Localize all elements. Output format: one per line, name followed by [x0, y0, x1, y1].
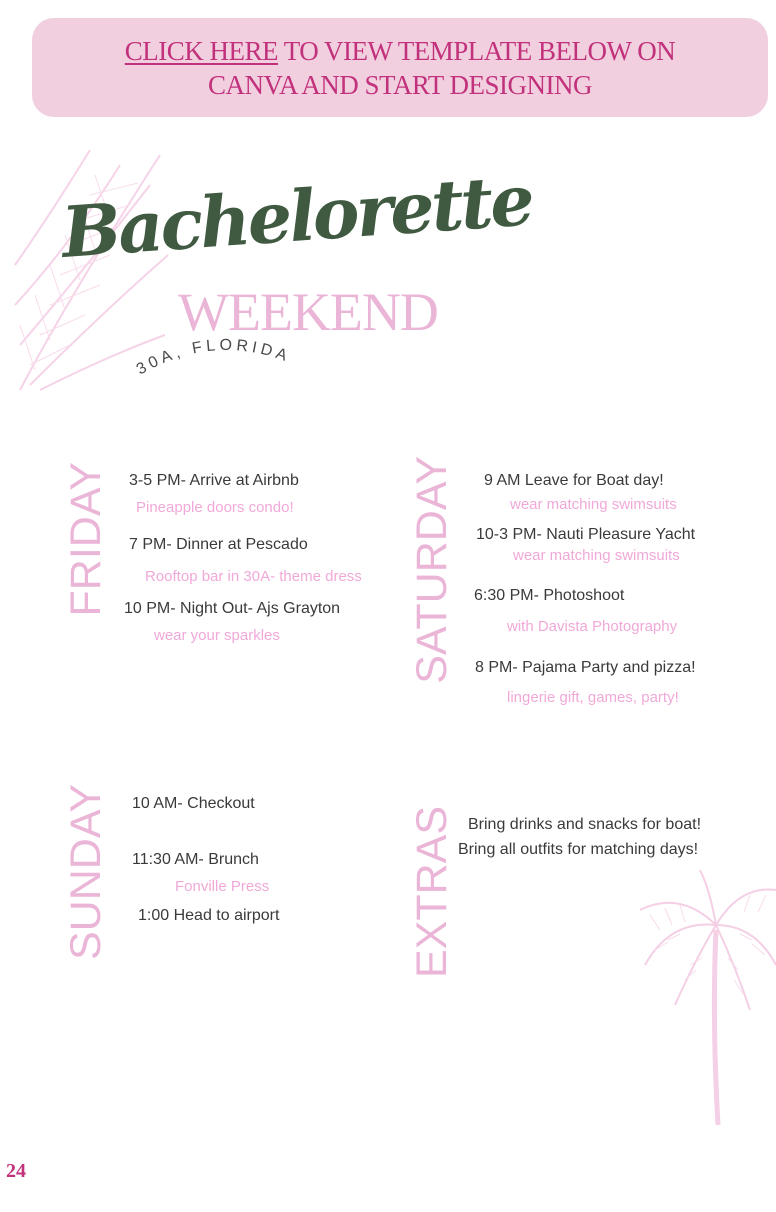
sunday-event-2: 11:30 AM- Brunch [132, 851, 259, 868]
banner-line-1-text: TO VIEW TEMPLATE BELOW ON [278, 35, 676, 66]
friday-note-3: wear your sparkles [154, 627, 280, 644]
sunday-note-2: Fonville Press [175, 878, 270, 895]
palm-tree-illustration [640, 870, 776, 1130]
saturday-event-1: 9 AM Leave for Boat day! [484, 472, 664, 489]
extras-item-2: Bring all outfits for matching days! [458, 841, 699, 858]
saturday-event-3: 6:30 PM- Photoshoot [474, 587, 625, 604]
banner-line-1 [125, 34, 676, 68]
saturday-note-2: wear matching swimsuits [513, 547, 680, 564]
location-text: 30A, FLORIDA [133, 336, 293, 379]
friday-event-3: 10 PM- Night Out- Ajs Grayton [124, 600, 341, 617]
saturday-event-2: 10-3 PM- Nauti Pleasure Yacht [476, 526, 696, 543]
saturday-note-4: lingerie gift, games, party! [507, 689, 679, 706]
extras-item-1: Bring drinks and snacks for boat! [468, 816, 702, 833]
friday-label: FRIDAY [62, 462, 110, 617]
saturday-note-3: with Davista Photography [507, 618, 678, 635]
location-arc [130, 320, 330, 390]
sunday-label: SUNDAY [62, 784, 110, 961]
friday-event-1: 3-5 PM- Arrive at Airbnb [129, 472, 299, 489]
title-weekend: WEEKEND [178, 282, 438, 342]
friday-note-1: Pineapple doors condo! [136, 499, 294, 516]
sunday-event-1: 10 AM- Checkout [132, 795, 255, 812]
canva-template-banner [32, 18, 768, 117]
saturday-label: SATURDAY [408, 456, 456, 684]
svg-text:30A, FLORIDA [134, 337, 293, 378]
click-here-link[interactable]: CLICK HERE [124, 35, 278, 66]
extras-label: EXTRAS [408, 806, 456, 979]
title-bachelorette: Bachelorette [59, 158, 535, 274]
saturday-event-4: 8 PM- Pajama Party and pizza! [475, 659, 696, 676]
page-number: 24 [6, 1160, 26, 1182]
saturday-note-1: wear matching swimsuits [510, 496, 677, 513]
friday-note-2: Rooftop bar in 30A- theme dress [145, 568, 362, 585]
friday-event-2: 7 PM- Dinner at Pescado [129, 536, 308, 553]
banner-line-2: CANVA AND START DESIGNING [207, 69, 592, 100]
sunday-event-3: 1:00 Head to airport [138, 907, 280, 924]
